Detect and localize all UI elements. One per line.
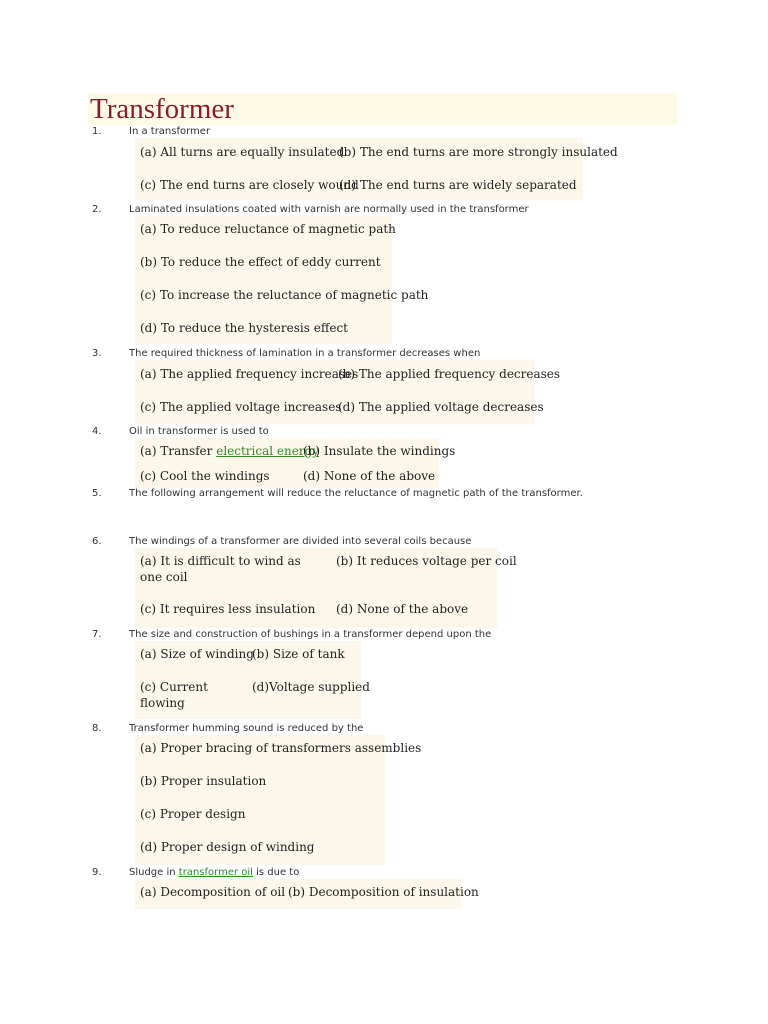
option: (b) Proper insulation bbox=[140, 774, 267, 788]
option: (a) The applied frequency increases bbox=[140, 367, 359, 381]
option: (a) Proper bracing of transformers assemblies bbox=[140, 741, 422, 755]
electrical-energy-link[interactable]: electrical energy bbox=[216, 444, 320, 458]
option: (d) The applied voltage decreases bbox=[338, 400, 544, 414]
option: (a) Size of winding bbox=[140, 647, 254, 661]
question-text-end: is due to bbox=[252, 867, 300, 878]
question-number: 6. bbox=[92, 536, 102, 547]
option: (b) To reduce the effect of eddy current bbox=[140, 255, 381, 269]
question-text: Oil in transformer is used to bbox=[129, 426, 269, 437]
question-number: 8. bbox=[92, 723, 102, 734]
question-number: 4. bbox=[92, 426, 102, 437]
question-number: 3. bbox=[92, 348, 102, 359]
question-text: In a transformer bbox=[129, 126, 211, 137]
option: (a) Decomposition of oil bbox=[140, 885, 286, 899]
option: (d) To reduce the hysteresis effect bbox=[140, 321, 348, 335]
question-text: Laminated insulations coated with varnish are normally used in the transformer bbox=[129, 204, 529, 215]
option: (c) To increase the reluctance of magnetic path bbox=[140, 288, 429, 302]
option: (d)Voltage supplied bbox=[252, 680, 370, 694]
question-number: 1. bbox=[92, 126, 102, 137]
question-number: 9. bbox=[92, 867, 102, 878]
question-text: The following arrangement will reduce the reluctance of magnetic path of the transformer. bbox=[129, 488, 583, 499]
option: (c) It requires less insulation bbox=[140, 602, 316, 616]
question-text: The windings of a transformer are divided into several coils because bbox=[129, 536, 472, 547]
option: (c) Cool the windings bbox=[140, 469, 270, 483]
transformer-oil-link[interactable]: transformer oil bbox=[178, 867, 253, 878]
question-number: 5. bbox=[92, 488, 102, 499]
question-text: Transformer humming sound is reduced by the bbox=[129, 723, 364, 734]
option: (d) None of the above bbox=[336, 602, 469, 616]
option: (a) It is difficult to wind as one coil bbox=[140, 554, 301, 584]
option: (c) The applied voltage increases bbox=[140, 400, 342, 414]
option: (c) The end turns are closely wound bbox=[140, 178, 359, 192]
question-text: The size and construction of bushings in a transformer depend upon the bbox=[129, 629, 492, 640]
option: (b) Size of tank bbox=[252, 647, 345, 661]
option: (b) The applied frequency decreases bbox=[338, 367, 561, 381]
question-number: 7. bbox=[92, 629, 102, 640]
page-title: Transformer bbox=[90, 93, 234, 125]
option: (c) Proper design bbox=[140, 807, 246, 821]
option: (b) Insulate the windings bbox=[303, 444, 456, 458]
option bbox=[140, 443, 319, 459]
option: (c) Current flowing bbox=[140, 680, 208, 710]
question-number: 2. bbox=[92, 204, 102, 215]
question-text: The required thickness of lamination in a transformer decreases when bbox=[129, 348, 481, 359]
question-text-start: Sludge in bbox=[129, 867, 179, 878]
option: (a) All turns are equally insulated bbox=[140, 145, 345, 159]
option: (b) Decomposition of insulation bbox=[288, 885, 479, 899]
option: (d) None of the above bbox=[303, 469, 436, 483]
option: (b) It reduces voltage per coil bbox=[336, 554, 517, 568]
question-text bbox=[129, 867, 299, 879]
option: (d) Proper design of winding bbox=[140, 840, 315, 854]
option: (b) The end turns are more strongly insulated bbox=[339, 145, 618, 159]
option-text: (a) Transfer bbox=[140, 444, 217, 458]
option: (a) To reduce reluctance of magnetic path bbox=[140, 222, 396, 236]
option: (d) The end turns are widely separated bbox=[339, 178, 577, 192]
